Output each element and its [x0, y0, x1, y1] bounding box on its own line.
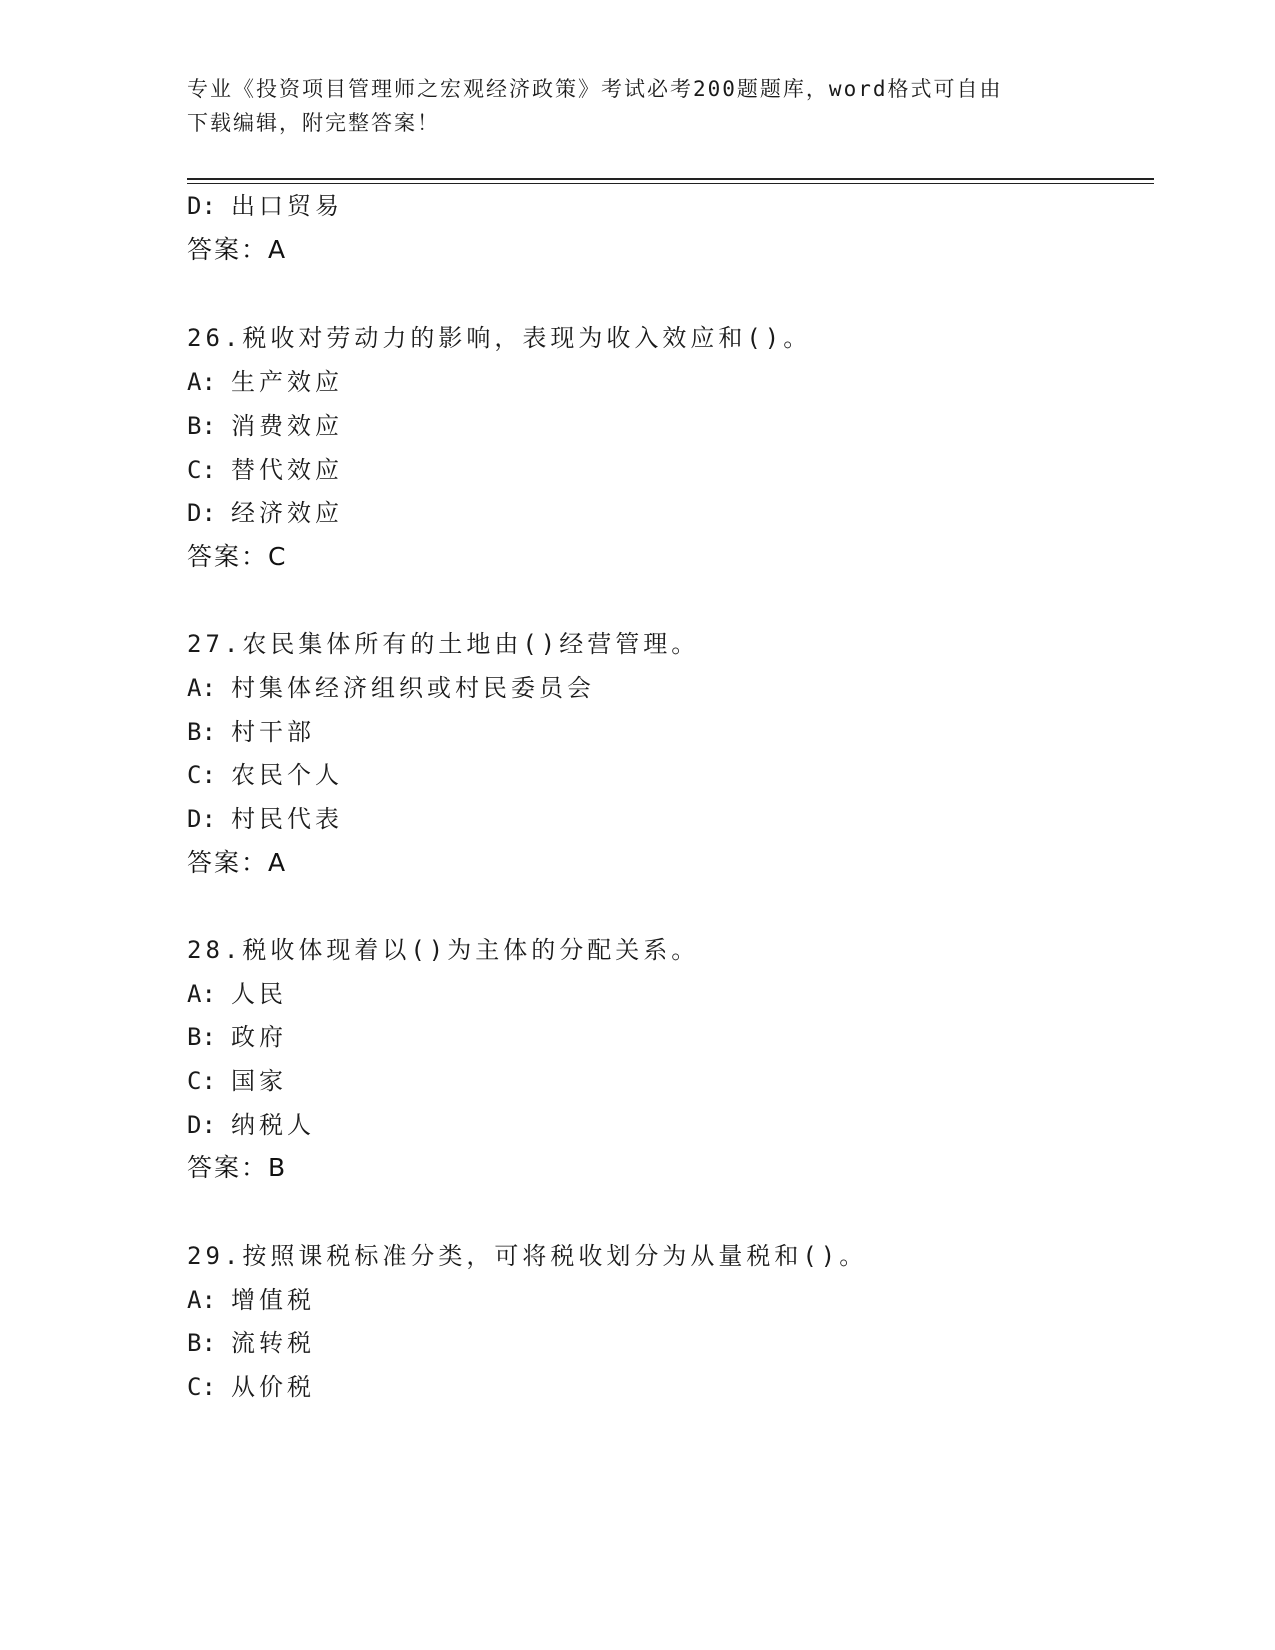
option-text: 经济效应	[231, 499, 343, 527]
option-item	[187, 672, 595, 704]
header-divider-thin	[187, 183, 1154, 184]
answer-line: 答案：C	[187, 542, 288, 571]
answer-line: 答案：B	[187, 1153, 288, 1182]
option-item	[187, 716, 315, 748]
option-text: 增值税	[231, 1286, 315, 1314]
header-divider-thick	[187, 178, 1154, 180]
option-text: 出口贸易	[231, 192, 343, 220]
question-stem: 29.按照课税标准分类，可将税收划分为从量税和()。	[187, 1242, 868, 1270]
option-text: 替代效应	[231, 456, 343, 484]
option-key: A:	[187, 368, 216, 396]
question-stem: 26.税收对劳动力的影响，表现为收入效应和()。	[187, 324, 812, 352]
option-key: B:	[187, 718, 216, 746]
option-text: 村干部	[231, 718, 315, 746]
question-stem: 28.税收体现着以()为主体的分配关系。	[187, 936, 700, 964]
option-item	[187, 1021, 287, 1053]
option-text: 政府	[231, 1023, 287, 1051]
option-key: C:	[187, 456, 216, 484]
document-intro	[187, 72, 1067, 140]
option-key: A:	[187, 980, 216, 1008]
option-item	[187, 454, 343, 486]
option-key: D:	[187, 805, 216, 833]
option-text: 村民代表	[231, 805, 343, 833]
option-key: A:	[187, 1286, 216, 1314]
option-key: B:	[187, 412, 216, 440]
option-key: C:	[187, 761, 216, 789]
option-text: 流转税	[231, 1329, 315, 1357]
intro-line-2: 下载编辑，附完整答案！	[187, 111, 440, 135]
option-text: 从价税	[231, 1373, 315, 1401]
option-item	[187, 978, 287, 1010]
option-item	[187, 759, 343, 791]
option-text: 纳税人	[231, 1111, 315, 1139]
option-key: B:	[187, 1329, 216, 1357]
option-item	[187, 1327, 315, 1359]
answer-line: 答案：A	[187, 848, 288, 877]
option-text: 村集体经济组织或村民委员会	[231, 674, 595, 702]
option-key: B:	[187, 1023, 216, 1051]
option-text: 消费效应	[231, 412, 343, 440]
option-item	[187, 803, 343, 835]
option-item	[187, 1284, 315, 1316]
option-key: C:	[187, 1067, 216, 1095]
answer-line: 答案：A	[187, 235, 288, 264]
option-item	[187, 1371, 315, 1403]
option-text: 国家	[231, 1067, 287, 1095]
option-item	[187, 497, 343, 529]
option-item	[187, 410, 343, 442]
option-key: C:	[187, 1373, 216, 1401]
option-key: D:	[187, 499, 216, 527]
option-text: 人民	[231, 980, 287, 1008]
option-item	[187, 190, 343, 222]
intro-line-1: 专业《投资项目管理师之宏观经济政策》考试必考200题题库，word格式可自由	[187, 77, 1003, 101]
option-key: D:	[187, 192, 216, 220]
question-stem: 27.农民集体所有的土地由()经营管理。	[187, 630, 700, 658]
option-text: 农民个人	[231, 761, 343, 789]
option-key: D:	[187, 1111, 216, 1139]
option-text: 生产效应	[231, 368, 343, 396]
option-item	[187, 366, 343, 398]
option-key: A:	[187, 674, 216, 702]
option-item	[187, 1065, 287, 1097]
option-item	[187, 1109, 315, 1141]
